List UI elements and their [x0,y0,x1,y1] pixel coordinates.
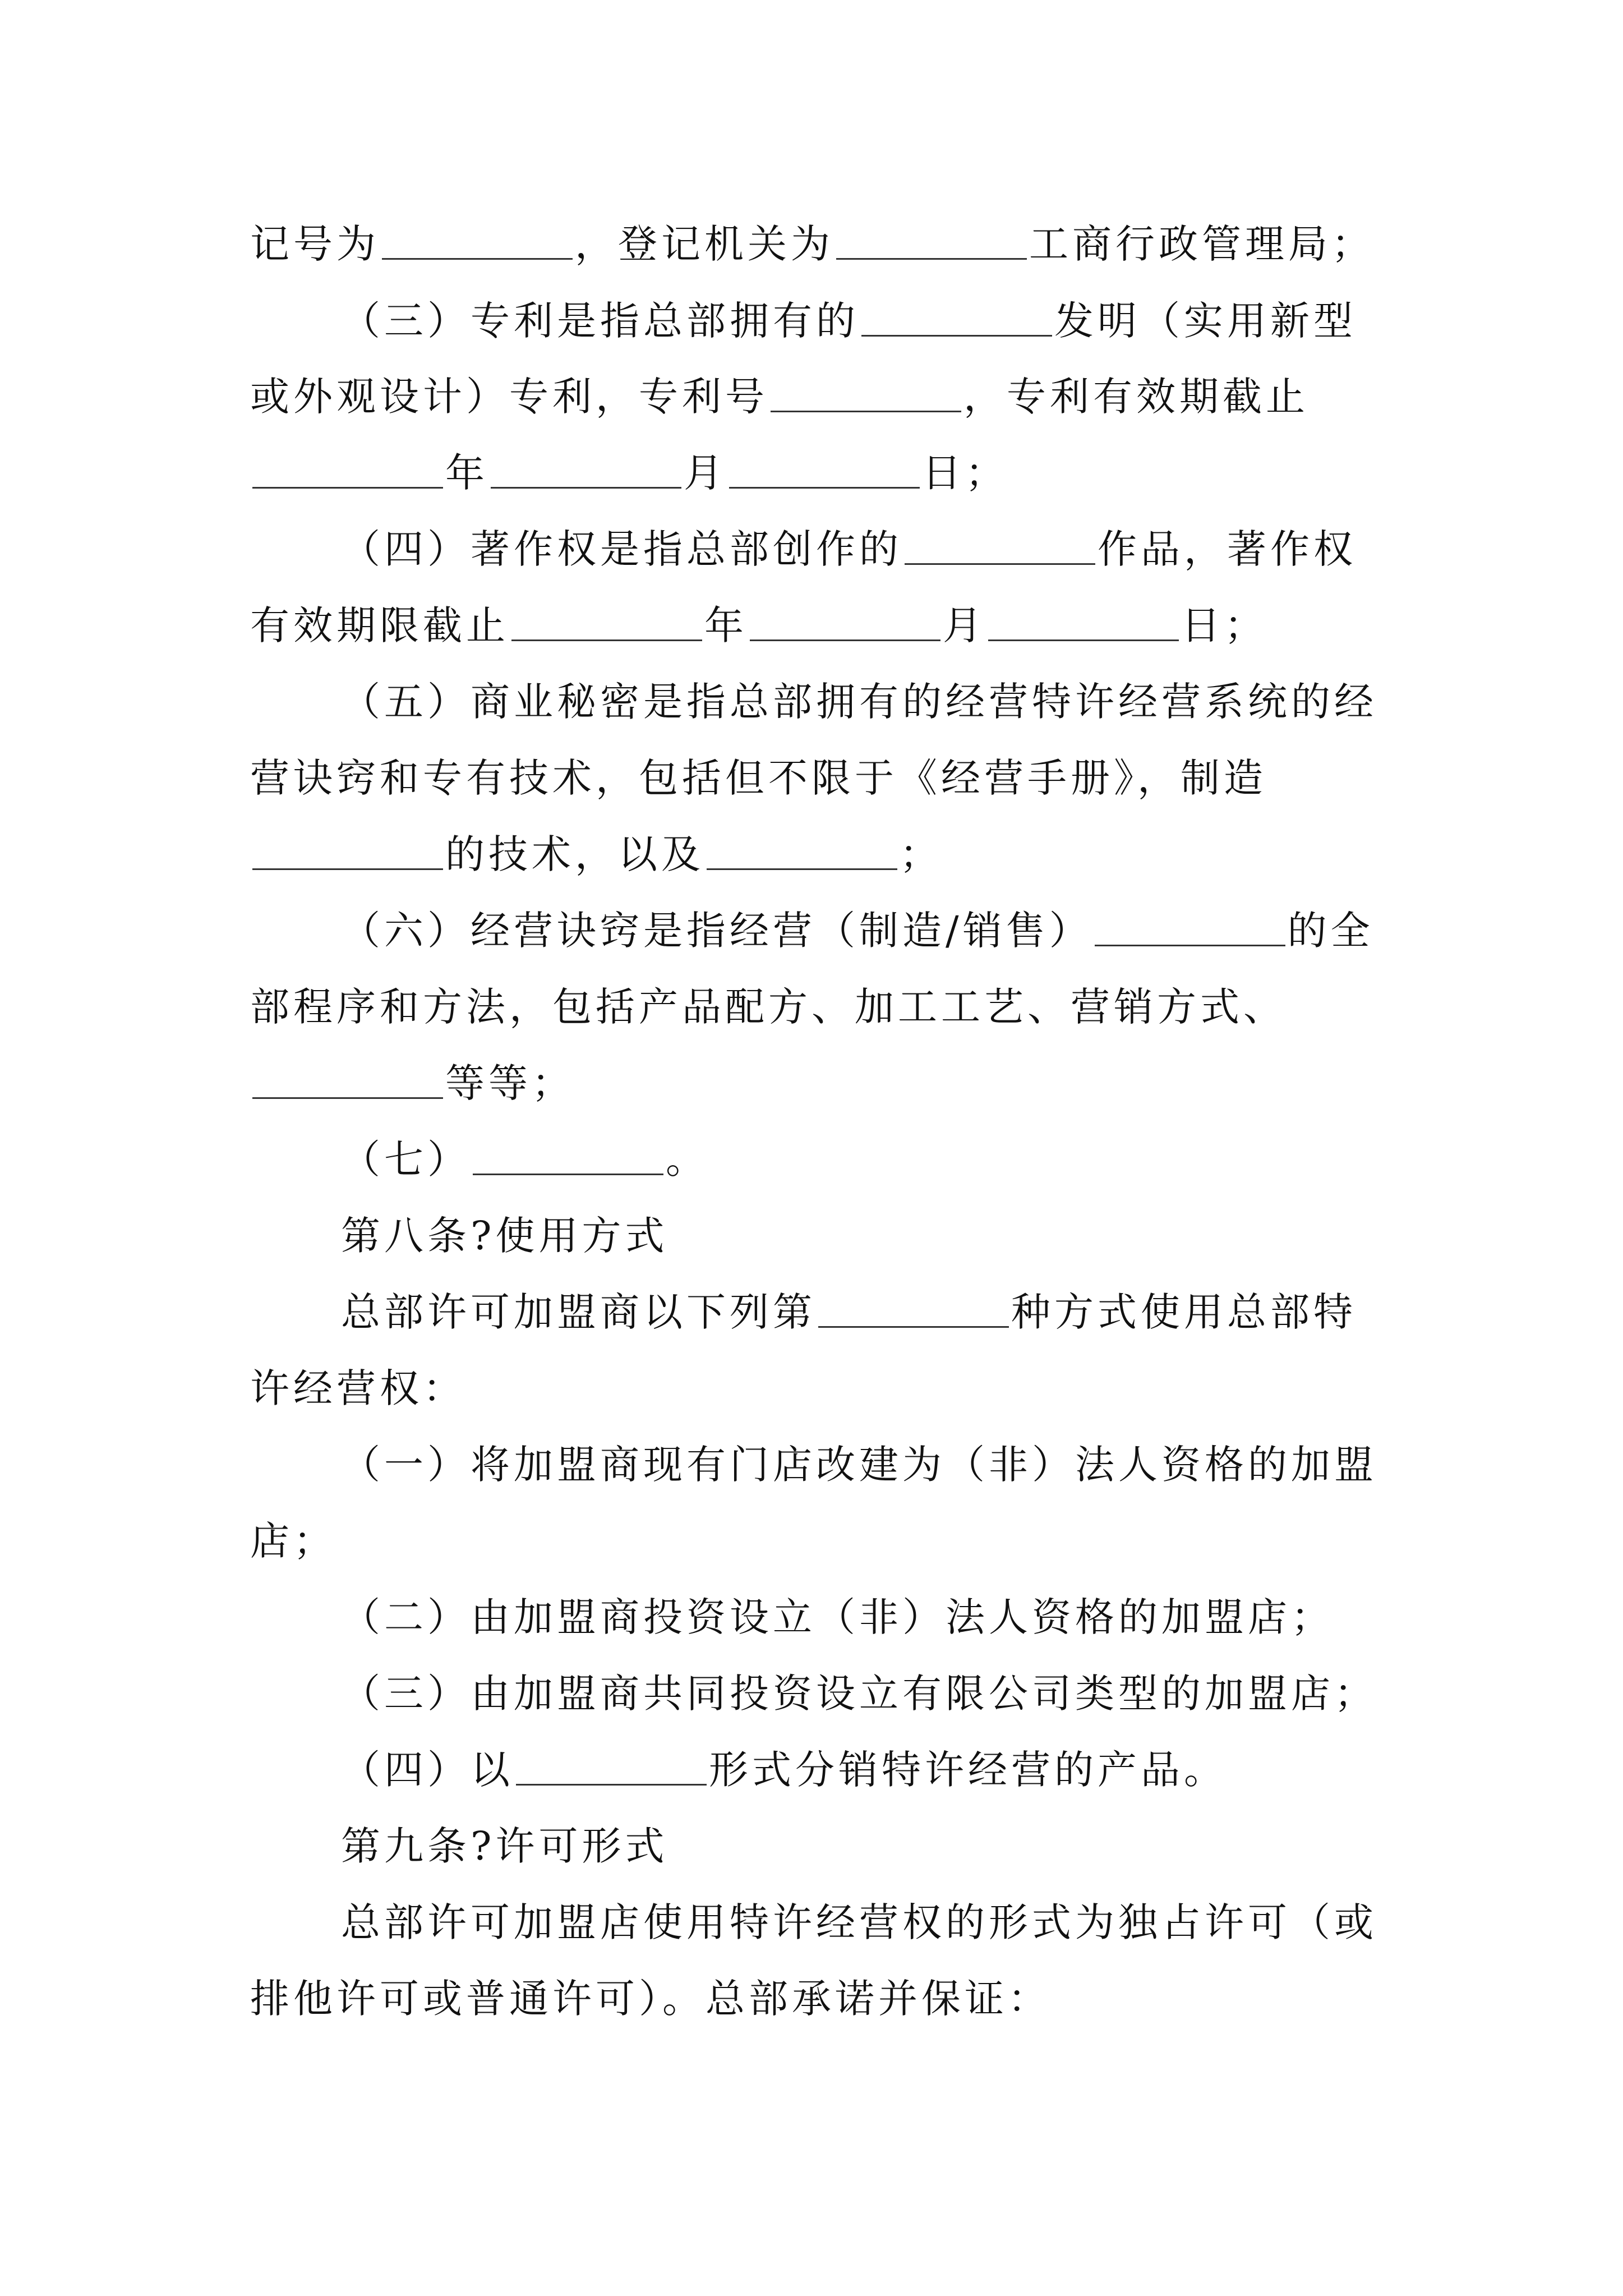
text-line: 或外观设计）专利，专利号 ，专利有效期截止 [250,374,1309,420]
text-line: 总部许可加盟店使用特许经营权的形式为独占许可（或 [341,1899,1377,1945]
text-line: 有效期限截止 年 月 日； [250,602,1267,648]
fill-blank [771,375,961,412]
fill-blank [750,604,940,641]
text-line: （六）经营诀窍是指经营（制造/销售） 的全 [341,908,1374,954]
text-line: 营诀窍和专有技术，包括但不限于《经营手册》，制造 [250,755,1267,801]
fill-blank [988,604,1179,641]
text-line: （二）由加盟商投资设立（非）法人资格的加盟店； [341,1594,1334,1640]
text-line: 店； [250,1518,336,1564]
fill-blank [1095,909,1285,946]
fill-blank [861,299,1052,337]
text-line: 许经营权： [250,1365,466,1411]
section-heading: 第九条?许可形式 [341,1823,668,1869]
fill-blank [836,222,1027,260]
text-line: （一）将加盟商现有门店改建为（非）法人资格的加盟 [341,1442,1377,1488]
text-line: （七） 。 [341,1137,709,1182]
text-line: 记号为 ，登记机关为 工商行政管理局； [250,221,1375,267]
fill-blank [511,604,702,641]
text-line: （四）以 形式分销特许经营的产品。 [341,1747,1227,1793]
text-line: （五）商业秘密是指总部拥有的经营特许经营系统的经 [341,679,1377,725]
fill-blank [818,1290,1009,1328]
text-line: 总部许可加盟商以下列第 种方式使用总部特 [341,1289,1357,1335]
fill-blank [252,1061,443,1099]
fill-blank [516,1748,707,1786]
fill-blank [252,451,443,489]
fill-blank [491,451,681,489]
text-line: （三）专利是指总部拥有的 发明（实用新型 [341,298,1357,344]
fill-blank [905,527,1095,565]
fill-blank [473,1138,663,1175]
text-line: （四）著作权是指总部创作的 作品，著作权 [341,526,1357,572]
section-heading: 第八条?使用方式 [341,1213,668,1259]
text-line: 的技术，以及 ； [250,832,943,877]
text-line: 年 月 日； [250,450,1008,495]
fill-blank [707,832,897,870]
text-line: （三）由加盟商共同投资设立有限公司类型的加盟店； [341,1671,1377,1717]
text-line: 等等； [250,1061,575,1106]
fill-blank [252,832,443,870]
text-line: 部程序和方法，包括产品配方、加工工艺、营销方式、 [250,984,1287,1030]
fill-blank [382,222,573,260]
fill-blank [729,451,920,489]
text-line: 排他许可或普通许可）。总部承诺并保证： [250,1976,1051,2022]
